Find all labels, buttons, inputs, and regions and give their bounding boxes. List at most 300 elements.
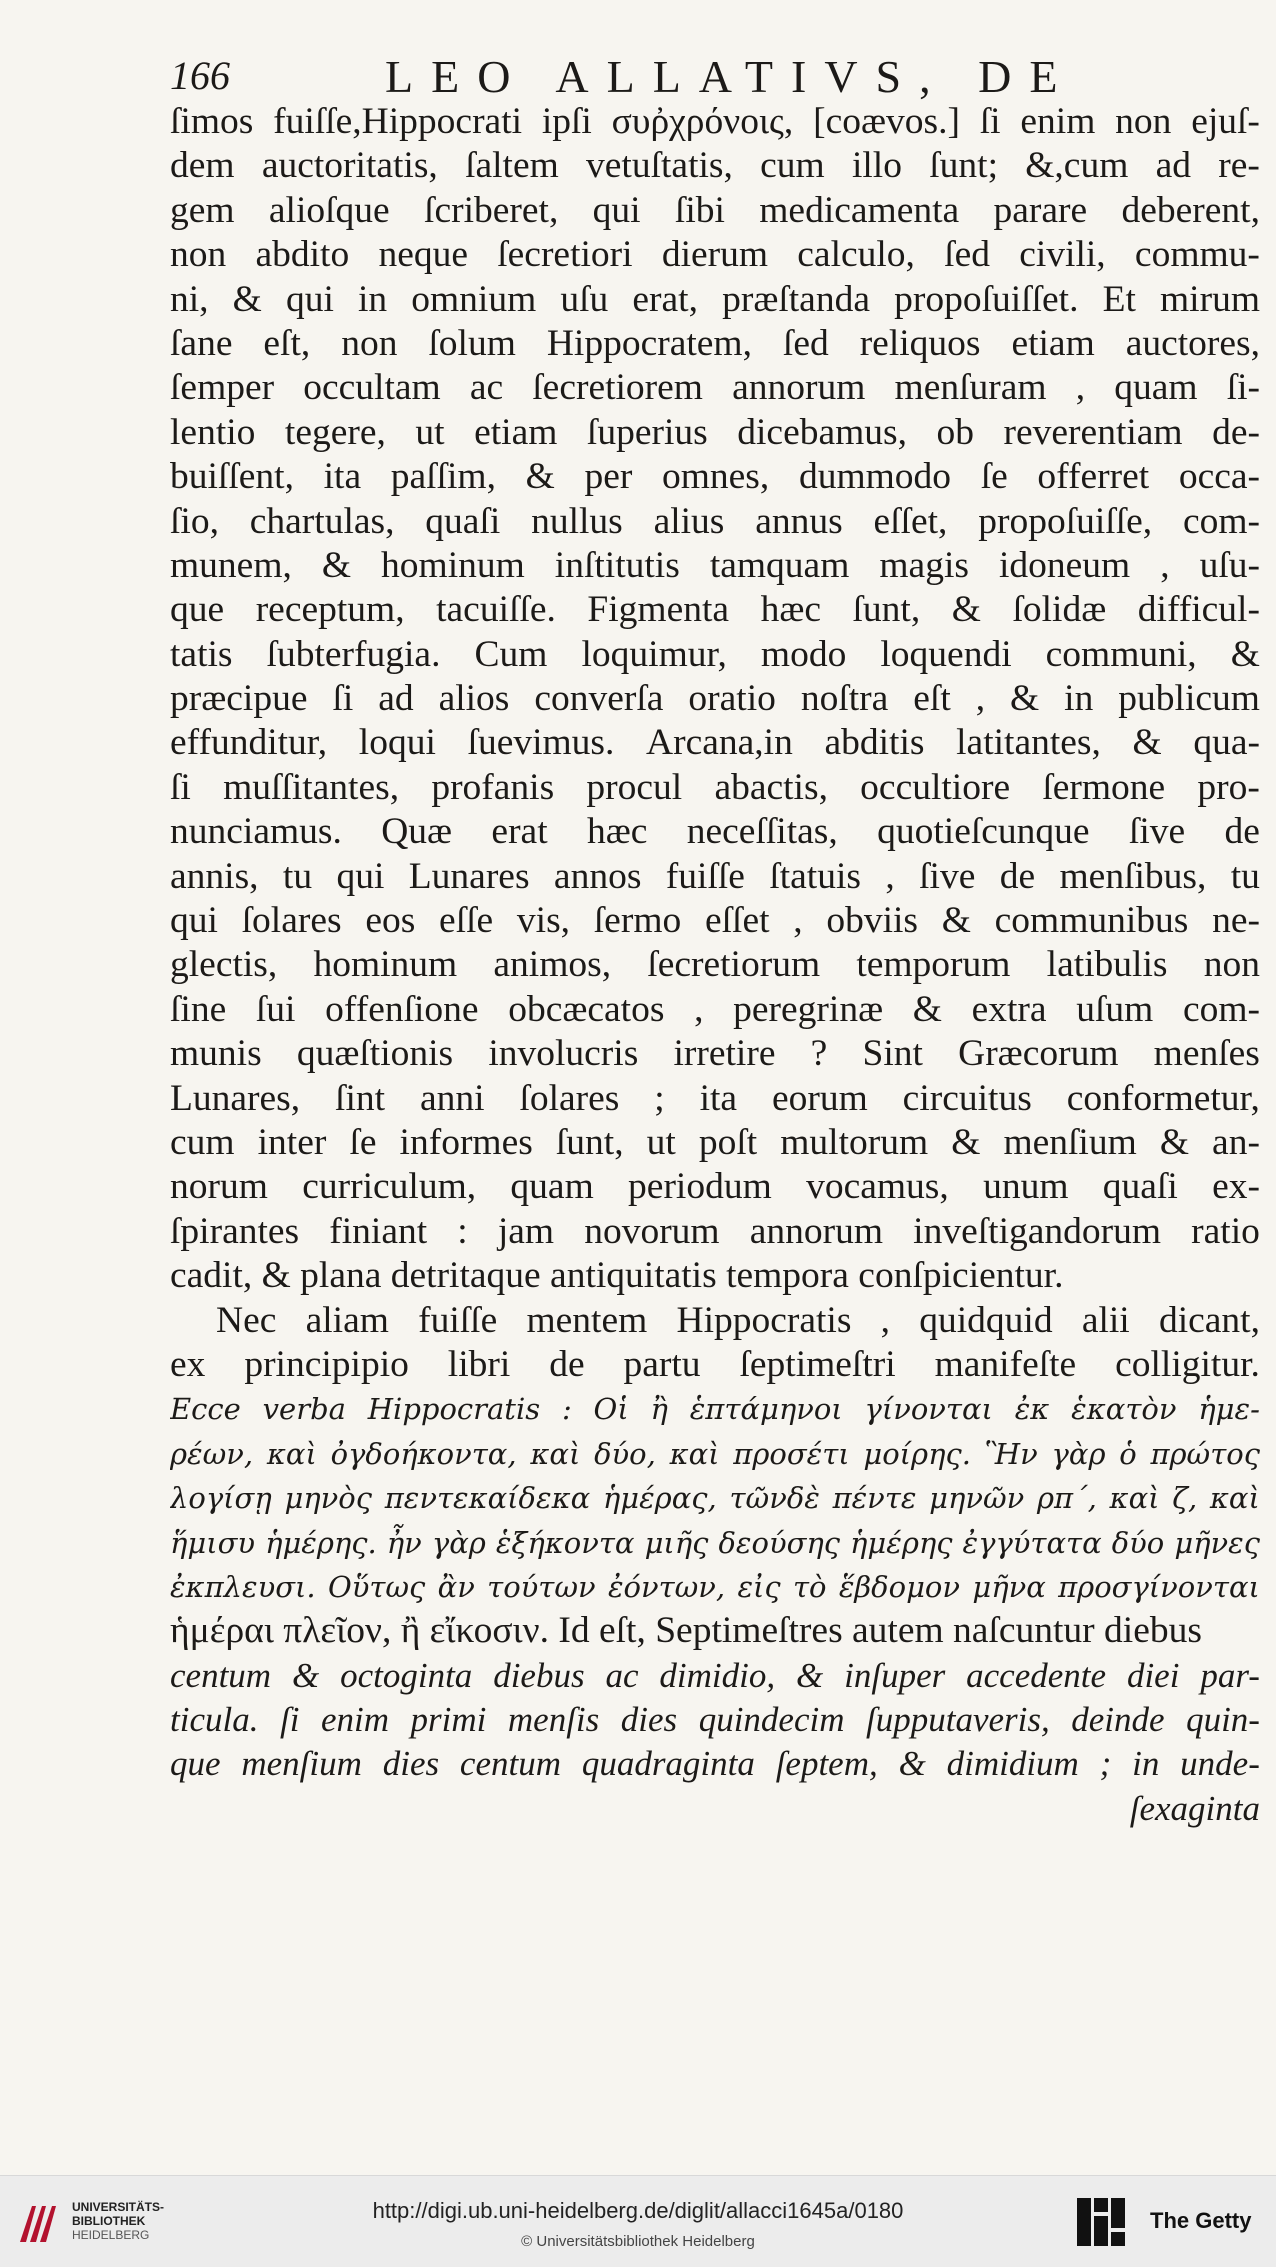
word: ſunt, (852, 589, 921, 631)
word: ac (605, 1655, 639, 1695)
text-line (170, 1121, 1260, 1165)
word: &,cum (1025, 145, 1129, 187)
text-line (170, 588, 1260, 632)
word: inveſtigandorum (913, 1210, 1162, 1252)
word: mentem (526, 1299, 648, 1341)
word: non (1203, 944, 1260, 986)
word: finiant (329, 1210, 428, 1252)
word: curriculum, (302, 1166, 477, 1208)
word: ita (699, 1077, 738, 1119)
word: qui (285, 278, 334, 320)
word: & (951, 589, 981, 631)
word: & (1132, 722, 1162, 764)
word: tatis (170, 633, 233, 675)
word: Cum (474, 633, 548, 675)
word: tamquam (709, 544, 850, 586)
word: ſolares (519, 1077, 620, 1119)
word: Οὕτως (327, 1569, 426, 1604)
word: Lunares (408, 855, 530, 897)
word: enim (1020, 101, 1096, 142)
word: ſi (979, 101, 1001, 142)
word: τῶνδὲ (729, 1481, 820, 1516)
text-line-content (170, 1121, 1260, 1165)
word: ſubterfugia. (266, 633, 441, 675)
word: occultam (303, 367, 441, 409)
text-line (170, 366, 1260, 410)
word: etiam (474, 411, 558, 453)
word: qui (592, 189, 641, 231)
word: fuiſſe (665, 855, 745, 897)
word: alios (438, 678, 510, 720)
text-line-content (170, 721, 1260, 765)
word: occultiore (860, 766, 1011, 808)
word: annos (553, 855, 642, 897)
word: inſtitutis (554, 544, 680, 586)
word: accedente (966, 1655, 1107, 1695)
word: loquimur, (581, 633, 727, 675)
word: manifeſte (934, 1343, 1077, 1385)
word: ἡμε- (1198, 1392, 1260, 1427)
word: tegere, (284, 411, 386, 453)
word: ſpirantes (170, 1210, 300, 1252)
word: civili, (1019, 234, 1106, 276)
word: ἐόντων, (607, 1569, 726, 1604)
word: & (1230, 633, 1260, 675)
word: menſes (1153, 1033, 1260, 1075)
word: ſint (335, 1077, 386, 1119)
word: ſive (1128, 811, 1186, 853)
word: eſt (913, 678, 951, 720)
word: & (898, 1744, 926, 1784)
text-line-content (170, 1742, 1260, 1786)
page-header (170, 50, 1270, 102)
word: quæſtionis (296, 1033, 454, 1075)
word: reliquos (859, 322, 981, 364)
word: com- (1182, 500, 1260, 542)
word: vocamus, (806, 1166, 949, 1208)
word: multorum (780, 1121, 929, 1163)
text-line (170, 988, 1260, 1032)
word: obviis (826, 900, 919, 942)
word: abditis (824, 722, 925, 764)
word: ἐκπλευσι. (170, 1569, 316, 1604)
text-line (170, 721, 1260, 765)
word: non (170, 234, 227, 276)
word: præſtanda (722, 278, 870, 320)
word: munis (170, 1033, 262, 1075)
word: qui (170, 900, 218, 942)
university-library-name: UNIVERSITÄTS- BIBLIOTHEK HEIDELBERG (72, 2200, 165, 2242)
word: & (291, 1655, 320, 1695)
word: dem (170, 145, 235, 187)
text-line (170, 1565, 1260, 1609)
text-line: ἡμέραι πλεῖον, ἢ εἴκοσιν. Id eſt, Septimeſtres autem naſcuntur diebus (170, 1610, 1202, 1652)
word: μηνὸς (284, 1481, 372, 1516)
word: offerret (1037, 456, 1150, 498)
word: difficul- (1137, 589, 1260, 631)
word: auctoritatis, (261, 145, 438, 187)
word: norum (170, 1166, 268, 1208)
word: lentio (170, 411, 256, 453)
word: quaſi (425, 500, 501, 542)
word: ſolares (241, 900, 342, 942)
text-line-content (170, 278, 1260, 322)
word: ὀγδοήκοντα, (330, 1436, 517, 1471)
word: : (561, 1392, 572, 1427)
word: , (1160, 544, 1170, 586)
word: quotieſcunque (877, 811, 1090, 853)
word: deberent, (1121, 189, 1260, 231)
word: nunciamus. (170, 811, 342, 853)
word: ſive (919, 855, 976, 897)
word: ſecretiorum (647, 944, 821, 986)
word: , (975, 678, 986, 720)
word: & (941, 900, 971, 942)
word: & (951, 1121, 981, 1163)
word: ejuſ- (1191, 101, 1260, 142)
word: alii (1081, 1299, 1130, 1341)
word: omnes, (661, 456, 770, 498)
word: ſunt; (929, 145, 998, 187)
word: ἑπτάμηνοι (689, 1392, 843, 1427)
word: buiſſent, (170, 456, 294, 498)
word: eorum (771, 1077, 868, 1119)
text-line-content (170, 1521, 1260, 1565)
text-line (170, 633, 1260, 677)
text-line-content (170, 1565, 1260, 1609)
word: ſi (279, 1700, 300, 1740)
word: δύο (1111, 1525, 1165, 1560)
word: commu- (1134, 234, 1260, 276)
word: προσγίνονται (1058, 1569, 1260, 1604)
getty-logo-icon (1075, 2196, 1127, 2248)
word: animos, (493, 944, 612, 986)
word: noſtra (800, 678, 889, 720)
word: μῆνα (972, 1569, 1046, 1604)
word: ut (415, 411, 445, 453)
word: inter (257, 1121, 327, 1163)
text-line (170, 943, 1260, 987)
text-line (170, 233, 1260, 277)
word: γίνονται (864, 1392, 993, 1427)
word: deinde (1071, 1700, 1165, 1740)
word: que (170, 589, 225, 631)
text-line-content (170, 633, 1260, 677)
text-line (170, 1210, 1260, 1254)
word: annorum (732, 367, 866, 409)
word: partu (623, 1343, 701, 1385)
word: neque (378, 234, 468, 276)
word: annis, (170, 855, 259, 897)
text-line: ſexaginta (1129, 1788, 1260, 1828)
word: καὶ (266, 1436, 317, 1471)
word: parare (993, 189, 1088, 231)
word: peregrinæ (733, 988, 884, 1030)
text-line-content (170, 1032, 1260, 1076)
word: an- (1212, 1121, 1260, 1163)
text-line-content (170, 899, 1260, 943)
word: auctores, (1125, 322, 1260, 364)
word: munem, (170, 544, 292, 586)
text-line-content (170, 144, 1260, 188)
word: etiam (1011, 322, 1095, 364)
word: ἐκ (1014, 1392, 1050, 1427)
word: centum (459, 1744, 561, 1784)
word: λογίσῃ (170, 1481, 272, 1516)
word: obcæcatos (508, 988, 665, 1030)
word: Lunares, (170, 1077, 301, 1119)
word: latitantes, (956, 722, 1101, 764)
word: periodum (628, 1166, 772, 1208)
text-line-content (170, 1654, 1260, 1698)
word: dimidium (946, 1744, 1079, 1784)
word: non (1115, 101, 1172, 142)
word: libri (447, 1343, 511, 1385)
word: ſtatuis (769, 855, 861, 897)
text-line-content (170, 322, 1260, 366)
word: καὶ (1209, 1481, 1260, 1516)
word: & (912, 988, 942, 1030)
word: tu (282, 855, 313, 897)
word: nullus (531, 500, 623, 542)
word: ad (378, 678, 414, 720)
word: illo (851, 145, 902, 187)
word: præcipue (170, 678, 308, 720)
word: ; (1099, 1744, 1112, 1784)
word: ticula. (170, 1700, 259, 1740)
word: , (1075, 367, 1086, 409)
word: publicum (1118, 678, 1260, 720)
word: μῆνες (1174, 1525, 1260, 1560)
page-number: 166 (170, 53, 230, 98)
text-line (170, 411, 1260, 455)
word: annorum (749, 1210, 884, 1252)
word: quin- (1186, 1700, 1260, 1740)
word: paſſim, (390, 456, 496, 498)
word: ſeptimeſtri (739, 1343, 896, 1385)
word: uſum (1076, 988, 1154, 1030)
word: ἡμέρης (850, 1525, 953, 1560)
text-line-content (170, 1165, 1260, 1209)
word: ſine (170, 988, 227, 1030)
word: ſane (170, 322, 233, 364)
word: hominum (313, 944, 458, 986)
word: ſe (980, 456, 1008, 498)
word: Ἣν (984, 1436, 1038, 1471)
word: erat, (632, 278, 698, 320)
word: quaſi (1102, 1166, 1178, 1208)
word: ne- (1212, 900, 1260, 942)
copyright-notice: © Universitätsbibliothek Heidelberg (521, 2233, 755, 2250)
word: hæc (760, 589, 821, 631)
word: Græcorum (958, 1033, 1119, 1075)
text-line-content (170, 500, 1260, 544)
word: menſis (507, 1700, 600, 1740)
word: erat (491, 811, 548, 853)
word: glectis, (170, 944, 278, 986)
text-line (170, 1343, 1260, 1387)
text-line (170, 1387, 1260, 1431)
word: Figmenta (587, 589, 730, 631)
text-line-content (170, 766, 1260, 810)
word: hominum (381, 544, 525, 586)
word: πρώτος (1150, 1436, 1260, 1471)
word: dierum (661, 234, 769, 276)
word: δύο, (594, 1436, 656, 1471)
word: & (1159, 1121, 1189, 1163)
word: ſio, (170, 500, 219, 542)
word: ? (810, 1033, 828, 1075)
word: diebus (493, 1655, 585, 1695)
word: ſaltem (465, 145, 559, 187)
word: temporum (856, 944, 1011, 986)
text-line (170, 500, 1260, 544)
word: ρέων, (170, 1436, 254, 1471)
word: ſi- (1226, 367, 1260, 409)
word: tu (1230, 855, 1260, 897)
text-line (170, 1654, 1260, 1698)
text-line (170, 144, 1260, 188)
word: & (1010, 678, 1040, 720)
word: que (170, 1744, 221, 1784)
word: aliam (305, 1299, 389, 1341)
word: propoſuiſſe, (978, 500, 1153, 542)
word: involucris (488, 1033, 639, 1075)
word: primi (410, 1700, 487, 1740)
word: jam (497, 1210, 555, 1252)
permalink-url[interactable]: http://digi.ub.uni-heidelberg.de/diglit/allacci1645a/0180 (372, 2198, 904, 2223)
word: menſibus, (1059, 855, 1207, 897)
text-line-content (170, 988, 1260, 1032)
text-line (170, 1077, 1260, 1121)
word: mirum (1160, 278, 1260, 320)
word: & (321, 544, 352, 586)
word: extra (971, 988, 1047, 1030)
text-line (170, 1742, 1260, 1786)
text-line-content (170, 1077, 1260, 1121)
word: propoſuiſſet. (894, 278, 1079, 320)
word: inſuper (844, 1655, 946, 1695)
word: enim (320, 1700, 389, 1740)
word: γὰρ (431, 1525, 486, 1560)
word: ſupputaveris, (866, 1700, 1050, 1740)
word: circuitus (902, 1077, 1032, 1119)
word: ita (323, 456, 362, 498)
word: reverentiam (1003, 411, 1183, 453)
word: diei (1126, 1655, 1180, 1695)
word: abdito (255, 234, 350, 276)
word: καὶ (530, 1436, 581, 1471)
word: Arcana,in (646, 722, 793, 764)
text-line-content (170, 100, 1260, 144)
word: alioſque (268, 189, 390, 231)
word: Hippocratis (676, 1299, 852, 1341)
word: dummodo (798, 456, 952, 498)
word: , (880, 1299, 891, 1341)
word: procul (586, 766, 683, 808)
word: ἑξήκοντα (495, 1525, 635, 1560)
word: per (584, 456, 633, 498)
word: ni, (170, 278, 209, 320)
word: ſermone (1042, 766, 1166, 808)
word: dimidio, (659, 1655, 776, 1695)
text-line (170, 322, 1260, 366)
text-line-content (170, 677, 1260, 721)
word: ut (646, 1121, 676, 1163)
word: ſolum (428, 322, 516, 364)
text-line (170, 1432, 1260, 1476)
word: poſt (698, 1121, 758, 1163)
text-line (170, 1698, 1260, 1742)
word: octoginta (340, 1655, 473, 1695)
word: quam (1114, 367, 1198, 409)
word: gem (170, 189, 235, 231)
word: effunditur, (170, 722, 328, 764)
word: par- (1200, 1655, 1260, 1695)
text-line (170, 855, 1260, 899)
word: principipio (244, 1343, 409, 1385)
text-line-content (170, 1210, 1260, 1254)
word: ſecretiorem (532, 367, 703, 409)
word: ſunt, (555, 1121, 624, 1163)
word: ἡμέρης. (265, 1525, 377, 1560)
text-line-content (170, 1476, 1260, 1520)
text-line (170, 1521, 1260, 1565)
word: ἦν (386, 1525, 422, 1560)
word: de (549, 1343, 585, 1385)
text-line-content (170, 943, 1260, 987)
word: Sint (862, 1033, 923, 1075)
word: δεούσης (718, 1525, 840, 1560)
word: μιῆς (644, 1525, 709, 1560)
word: τὸ (792, 1569, 827, 1604)
word: eſſet, (873, 500, 948, 542)
word: ſolidæ (1012, 589, 1107, 631)
text-line-content (170, 1698, 1260, 1742)
word: loquendi (880, 633, 1012, 675)
word: vis, (516, 900, 571, 942)
text-line-content (170, 411, 1260, 455)
text-line (170, 1032, 1260, 1076)
word: εἰς (737, 1569, 781, 1604)
word: cum (760, 145, 825, 187)
word: in (1064, 678, 1094, 720)
word: latibulis (1046, 944, 1168, 986)
word: menſuram (894, 367, 1047, 409)
word: ἂν (437, 1569, 475, 1604)
word: ὁ (1119, 1436, 1137, 1471)
text-line (170, 899, 1260, 943)
word: καὶ (669, 1436, 720, 1471)
word: [coævos.] (813, 101, 960, 142)
word: ἑκατὸν (1071, 1392, 1177, 1427)
word: quadraginta (581, 1744, 755, 1784)
text-line-content (170, 588, 1260, 632)
running-title: LEO ALLATIVS, DE (385, 51, 1076, 102)
word: in (357, 278, 388, 320)
text-line-content (170, 1343, 1260, 1387)
word: Hippocratis (367, 1392, 541, 1427)
word: Ecce (170, 1392, 241, 1427)
word: anni (419, 1077, 485, 1119)
word: ſeptem, (775, 1744, 878, 1784)
word: com- (1182, 988, 1260, 1030)
word: occa- (1178, 456, 1260, 498)
word: hæc (586, 811, 648, 853)
word: μοίρης. (863, 1436, 971, 1471)
word: ρπ΄, (1037, 1481, 1097, 1516)
word: magis (879, 544, 969, 586)
